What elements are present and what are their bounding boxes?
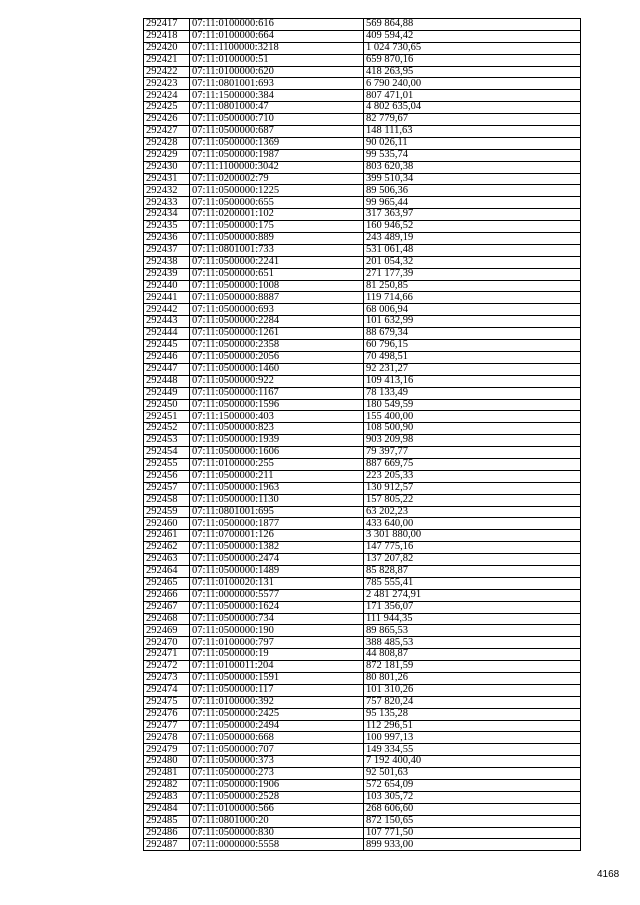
cadastral-number-cell: 07:11:0200002:79 [190,173,364,185]
value-cell: 887 669,75 [364,458,581,470]
table-row [144,221,581,233]
table-row [144,19,581,31]
table-row [144,565,581,577]
value-cell: 899 933,00 [364,839,581,851]
value-cell: 78 133,49 [364,387,581,399]
cadastral-number-cell: 07:11:0500000:687 [190,126,364,138]
cadastral-number-cell: 07:11:0100000:51 [190,54,364,66]
cadastral-number-cell: 07:11:0500000:1382 [190,542,364,554]
table-row [144,304,581,316]
value-cell: 171 356,07 [364,601,581,613]
value-cell: 99 965,44 [364,197,581,209]
value-cell: 757 820,24 [364,696,581,708]
row-id-cell: 292428 [144,137,190,149]
cadastral-number-cell: 07:11:0500000:651 [190,268,364,280]
row-id-cell: 292425 [144,102,190,114]
value-cell: 201 054,32 [364,256,581,268]
cadastral-number-cell: 07:11:0500000:668 [190,732,364,744]
table-row [144,351,581,363]
row-id-cell: 292437 [144,244,190,256]
cadastral-number-cell: 07:11:0500000:1460 [190,363,364,375]
table-row [144,744,581,756]
value-cell: 90 026,11 [364,137,581,149]
value-cell: 147 775,16 [364,542,581,554]
table-row [144,601,581,613]
cadastral-number-cell: 07:11:0100000:620 [190,66,364,78]
value-cell: 95 135,28 [364,708,581,720]
value-cell: 433 640,00 [364,518,581,530]
value-cell: 79 397,77 [364,447,581,459]
cadastral-number-cell: 07:11:0500000:175 [190,221,364,233]
table-row [144,791,581,803]
row-id-cell: 292435 [144,221,190,233]
row-id-cell: 292457 [144,482,190,494]
cadastral-number-cell: 07:11:0500000:1624 [190,601,364,613]
table-row [144,613,581,625]
table-row [144,328,581,340]
cadastral-number-cell: 07:11:0500000:2494 [190,720,364,732]
row-id-cell: 292456 [144,470,190,482]
value-cell: 807 471,01 [364,90,581,102]
cadastral-number-cell: 07:11:0500000:830 [190,827,364,839]
value-cell: 99 535,74 [364,149,581,161]
table-row [144,720,581,732]
row-id-cell: 292484 [144,803,190,815]
cadastral-number-cell: 07:11:0700001:126 [190,530,364,542]
cadastral-number-cell: 07:11:0200001:102 [190,209,364,221]
row-id-cell: 292478 [144,732,190,744]
value-cell: 3 301 880,00 [364,530,581,542]
cadastral-number-cell: 07:11:0100000:616 [190,19,364,31]
row-id-cell: 292455 [144,458,190,470]
value-cell: 70 498,51 [364,351,581,363]
cadastral-number-cell: 07:11:0500000:211 [190,470,364,482]
value-cell: 107 771,50 [364,827,581,839]
row-id-cell: 292417 [144,19,190,31]
row-id-cell: 292474 [144,684,190,696]
cadastral-number-cell: 07:11:0500000:710 [190,114,364,126]
value-cell: 803 620,38 [364,161,581,173]
table-row [144,672,581,684]
row-id-cell: 292470 [144,637,190,649]
table-row [144,126,581,138]
cadastral-number-cell: 07:11:0500000:190 [190,625,364,637]
row-id-cell: 292464 [144,565,190,577]
table-row [144,161,581,173]
row-id-cell: 292467 [144,601,190,613]
cadastral-number-cell: 07:11:0100000:566 [190,803,364,815]
row-id-cell: 292487 [144,839,190,851]
value-cell: 108 500,90 [364,423,581,435]
table-row [144,625,581,637]
row-id-cell: 292449 [144,387,190,399]
row-id-cell: 292481 [144,768,190,780]
cadastral-number-cell: 07:11:0500000:1591 [190,672,364,684]
value-cell: 111 944,35 [364,613,581,625]
table-row [144,399,581,411]
row-id-cell: 292453 [144,435,190,447]
row-id-cell: 292452 [144,423,190,435]
table-row [144,423,581,435]
row-id-cell: 292427 [144,126,190,138]
cadastral-number-cell: 07:11:0500000:823 [190,423,364,435]
row-id-cell: 292441 [144,292,190,304]
row-id-cell: 292479 [144,744,190,756]
row-id-cell: 292459 [144,506,190,518]
value-cell: 100 997,13 [364,732,581,744]
cadastral-number-cell: 07:11:0500000:19 [190,649,364,661]
value-cell: 4 802 635,04 [364,102,581,114]
cadastral-number-cell: 07:11:0500000:1225 [190,185,364,197]
table-row [144,387,581,399]
table-row [144,518,581,530]
table-row [144,756,581,768]
table-row [144,696,581,708]
table-row [144,185,581,197]
table-row [144,447,581,459]
value-cell: 149 334,55 [364,744,581,756]
row-id-cell: 292473 [144,672,190,684]
cadastral-number-cell: 07:11:0500000:1596 [190,399,364,411]
value-cell: 89 865,53 [364,625,581,637]
value-cell: 180 549,59 [364,399,581,411]
cadastral-number-cell: 07:11:0500000:2474 [190,554,364,566]
cadastral-number-cell: 07:11:0500000:1877 [190,518,364,530]
value-cell: 872 150,65 [364,815,581,827]
table-row [144,233,581,245]
cadastral-number-cell: 07:11:0100000:255 [190,458,364,470]
value-cell: 88 679,34 [364,328,581,340]
value-cell: 268 606,60 [364,803,581,815]
value-cell: 317 363,97 [364,209,581,221]
row-id-cell: 292458 [144,494,190,506]
row-id-cell: 292463 [144,554,190,566]
table-row [144,554,581,566]
row-id-cell: 292438 [144,256,190,268]
value-cell: 81 250,85 [364,280,581,292]
cadastral-number-cell: 07:11:0500000:1906 [190,780,364,792]
table-row [144,280,581,292]
table-body [144,19,581,851]
table-row [144,316,581,328]
value-cell: 119 714,66 [364,292,581,304]
cadastral-number-cell: 07:11:0000000:5577 [190,589,364,601]
row-id-cell: 292445 [144,340,190,352]
cadastral-number-cell: 07:11:0000000:5558 [190,839,364,851]
value-cell: 418 263,95 [364,66,581,78]
row-id-cell: 292444 [144,328,190,340]
value-cell: 101 310,26 [364,684,581,696]
table-row [144,768,581,780]
value-cell: 531 061,48 [364,244,581,256]
value-cell: 157 805,22 [364,494,581,506]
value-cell: 569 864,88 [364,19,581,31]
cadastral-number-cell: 07:11:0801001:693 [190,78,364,90]
table-row [144,244,581,256]
row-id-cell: 292450 [144,399,190,411]
cadastral-number-cell: 07:11:0500000:1130 [190,494,364,506]
value-cell: 80 801,26 [364,672,581,684]
table-row [144,114,581,126]
value-cell: 399 510,34 [364,173,581,185]
cadastral-number-cell: 07:11:0801000:20 [190,815,364,827]
cadastral-number-cell: 07:11:0500000:1987 [190,149,364,161]
row-id-cell: 292432 [144,185,190,197]
table-row [144,482,581,494]
cadastral-number-cell: 07:11:0100020:131 [190,577,364,589]
row-id-cell: 292466 [144,589,190,601]
table-row [144,530,581,542]
cadastral-number-cell: 07:11:0500000:707 [190,744,364,756]
cadastral-number-cell: 07:11:1500000:384 [190,90,364,102]
page-number: 4168 [597,869,620,880]
cadastral-number-cell: 07:11:0500000:922 [190,375,364,387]
row-id-cell: 292446 [144,351,190,363]
value-cell: 63 202,23 [364,506,581,518]
cadastral-number-cell: 07:11:0500000:1167 [190,387,364,399]
table-row [144,197,581,209]
value-cell: 903 209,98 [364,435,581,447]
table-row [144,637,581,649]
cadastral-number-cell: 07:11:0500000:693 [190,304,364,316]
value-cell: 659 870,16 [364,54,581,66]
table-row [144,649,581,661]
value-cell: 148 111,63 [364,126,581,138]
value-cell: 388 485,53 [364,637,581,649]
table-row [144,363,581,375]
value-cell: 409 594,42 [364,30,581,42]
table-row [144,803,581,815]
value-cell: 6 790 240,00 [364,78,581,90]
row-id-cell: 292460 [144,518,190,530]
table-row [144,494,581,506]
row-id-cell: 292461 [144,530,190,542]
cadastral-number-cell: 07:11:0500000:2056 [190,351,364,363]
row-id-cell: 292429 [144,149,190,161]
table-row [144,42,581,54]
row-id-cell: 292439 [144,268,190,280]
value-cell: 155 400,00 [364,411,581,423]
value-cell: 92 501,63 [364,768,581,780]
row-id-cell: 292480 [144,756,190,768]
cadastral-number-cell: 07:11:0500000:2284 [190,316,364,328]
table-row [144,708,581,720]
table-row [144,375,581,387]
table-row [144,137,581,149]
cadastral-number-cell: 07:11:0500000:1369 [190,137,364,149]
row-id-cell: 292468 [144,613,190,625]
cadastral-number-cell: 07:11:0100000:664 [190,30,364,42]
value-cell: 223 205,33 [364,470,581,482]
value-cell: 2 481 274,91 [364,589,581,601]
value-cell: 160 946,52 [364,221,581,233]
cadastral-number-cell: 07:11:0801001:733 [190,244,364,256]
value-cell: 785 555,41 [364,577,581,589]
table-row [144,815,581,827]
value-cell: 60 796,15 [364,340,581,352]
table-row [144,458,581,470]
table-row [144,149,581,161]
value-cell: 130 912,57 [364,482,581,494]
table-row [144,102,581,114]
table-row [144,661,581,673]
cadastral-number-cell: 07:11:0500000:2425 [190,708,364,720]
value-cell: 271 177,39 [364,268,581,280]
row-id-cell: 292469 [144,625,190,637]
table-row [144,30,581,42]
table-row [144,209,581,221]
table-row [144,577,581,589]
table-row [144,589,581,601]
cadastral-number-cell: 07:11:0100000:392 [190,696,364,708]
row-id-cell: 292477 [144,720,190,732]
row-id-cell: 292418 [144,30,190,42]
cadastral-value-table [143,18,581,851]
cadastral-number-cell: 07:11:0500000:2528 [190,791,364,803]
cadastral-number-cell: 07:11:0500000:1939 [190,435,364,447]
table-row [144,78,581,90]
cadastral-number-cell: 07:11:1100000:3042 [190,161,364,173]
value-cell: 44 808,87 [364,649,581,661]
cadastral-number-cell: 07:11:1500000:403 [190,411,364,423]
table-row [144,839,581,851]
row-id-cell: 292424 [144,90,190,102]
row-id-cell: 292454 [144,447,190,459]
value-cell: 89 506,36 [364,185,581,197]
row-id-cell: 292462 [144,542,190,554]
row-id-cell: 292426 [144,114,190,126]
cadastral-number-cell: 07:11:0500000:1261 [190,328,364,340]
value-cell: 101 632,99 [364,316,581,328]
cadastral-number-cell: 07:11:1100000:3218 [190,42,364,54]
table-row [144,90,581,102]
row-id-cell: 292443 [144,316,190,328]
row-id-cell: 292451 [144,411,190,423]
value-cell: 109 413,16 [364,375,581,387]
row-id-cell: 292430 [144,161,190,173]
row-id-cell: 292485 [144,815,190,827]
row-id-cell: 292483 [144,791,190,803]
cadastral-number-cell: 07:11:0500000:1008 [190,280,364,292]
cadastral-number-cell: 07:11:0500000:1963 [190,482,364,494]
value-cell: 1 024 730,65 [364,42,581,54]
table-row [144,173,581,185]
cadastral-number-cell: 07:11:0500000:1606 [190,447,364,459]
row-id-cell: 292442 [144,304,190,316]
value-cell: 92 231,27 [364,363,581,375]
value-cell: 112 296,51 [364,720,581,732]
row-id-cell: 292421 [144,54,190,66]
row-id-cell: 292422 [144,66,190,78]
row-id-cell: 292476 [144,708,190,720]
cadastral-number-cell: 07:11:0500000:889 [190,233,364,245]
table-row [144,780,581,792]
table-row [144,470,581,482]
row-id-cell: 292431 [144,173,190,185]
table-row [144,542,581,554]
row-id-cell: 292434 [144,209,190,221]
table-row [144,435,581,447]
table-row [144,54,581,66]
cadastral-number-cell: 07:11:0500000:1489 [190,565,364,577]
cadastral-number-cell: 07:11:0801000:47 [190,102,364,114]
cadastral-number-cell: 07:11:0500000:2241 [190,256,364,268]
cadastral-number-cell: 07:11:0500000:117 [190,684,364,696]
value-cell: 7 192 400,40 [364,756,581,768]
table-row [144,268,581,280]
row-id-cell: 292423 [144,78,190,90]
row-id-cell: 292486 [144,827,190,839]
row-id-cell: 292433 [144,197,190,209]
cadastral-number-cell: 07:11:0801001:695 [190,506,364,518]
cadastral-number-cell: 07:11:0100000:797 [190,637,364,649]
table-row [144,411,581,423]
row-id-cell: 292465 [144,577,190,589]
table-row [144,506,581,518]
value-cell: 572 654,09 [364,780,581,792]
row-id-cell: 292482 [144,780,190,792]
row-id-cell: 292448 [144,375,190,387]
row-id-cell: 292472 [144,661,190,673]
table-row [144,827,581,839]
value-cell: 68 006,94 [364,304,581,316]
value-cell: 243 489,19 [364,233,581,245]
cadastral-number-cell: 07:11:0500000:734 [190,613,364,625]
table-row [144,256,581,268]
value-cell: 82 779,67 [364,114,581,126]
table-row [144,684,581,696]
value-cell: 137 207,82 [364,554,581,566]
cadastral-number-cell: 07:11:0500000:373 [190,756,364,768]
row-id-cell: 292471 [144,649,190,661]
table-row [144,340,581,352]
value-cell: 103 305,72 [364,791,581,803]
cadastral-number-cell: 07:11:0500000:8887 [190,292,364,304]
table-row [144,292,581,304]
cadastral-number-cell: 07:11:0500000:273 [190,768,364,780]
value-cell: 872 181,59 [364,661,581,673]
table-row [144,732,581,744]
cadastral-number-cell: 07:11:0500000:2358 [190,340,364,352]
row-id-cell: 292436 [144,233,190,245]
value-cell: 85 828,87 [364,565,581,577]
cadastral-number-cell: 07:11:0500000:655 [190,197,364,209]
table-row [144,66,581,78]
row-id-cell: 292447 [144,363,190,375]
cadastral-number-cell: 07:11:0100011:204 [190,661,364,673]
row-id-cell: 292475 [144,696,190,708]
row-id-cell: 292420 [144,42,190,54]
row-id-cell: 292440 [144,280,190,292]
